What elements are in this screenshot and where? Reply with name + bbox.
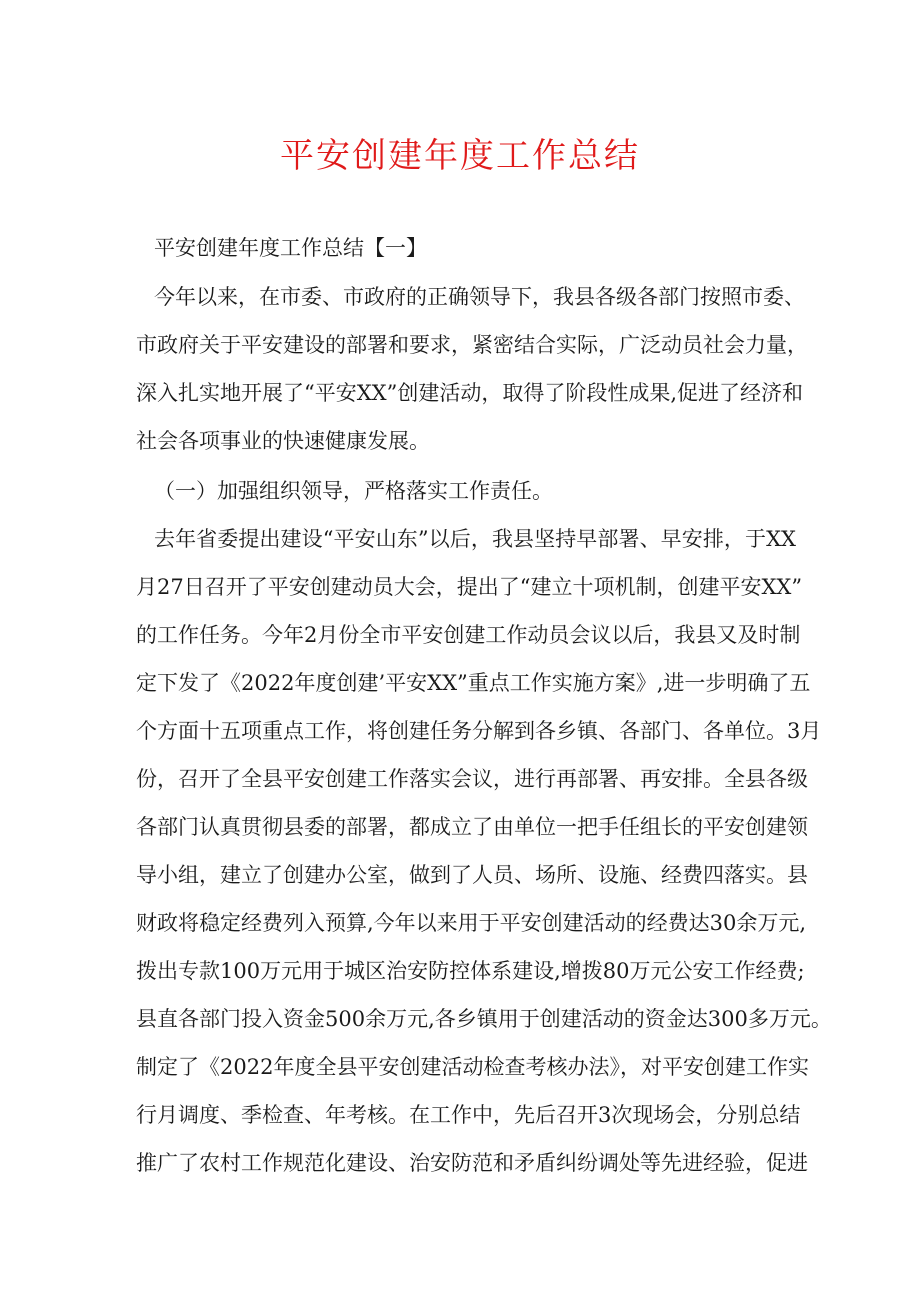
paragraph-line: 今年以来，在市委、市政府的正确领导下，我县各级各部门按照市委、	[154, 285, 805, 309]
paragraph-line: 制定了《2022年度全县平安创建活动检查考核办法》，对平安创建工作实	[136, 1055, 809, 1079]
paragraph-line: 市政府关于平安建设的部署和要求，紧密结合实际，广泛动员社会力量，	[136, 333, 808, 357]
paragraph-line: 份，召开了全县平安创建工作落实会议，进行再部署、再安排。全县各级	[136, 767, 808, 791]
paragraph-line: 导小组，建立了创建办公室，做到了人员、场所、设施、经费四落实。县	[136, 863, 808, 887]
paragraph-line: 县直各部门投入资金500余万元,各乡镇用于创建活动的资金达300多万元。	[136, 1007, 832, 1031]
paragraph-line: 定下发了《2022年度创建’平安XX”重点工作实施方案》,进一步明确了五	[136, 671, 811, 695]
section-heading: 平安创建年度工作总结【一】	[154, 236, 427, 260]
paragraph-line: 深入扎实地开展了“平安XX”创建活动，取得了阶段性成果,促进了经济和	[136, 381, 804, 405]
paragraph-line: 去年省委提出建设“平安山东”以后，我县坚持早部署、早安排，于XX	[154, 527, 796, 551]
paragraph-line: 推广了农村工作规范化建设、治安防范和矛盾纠纷调处等先进经验，促进	[136, 1151, 808, 1175]
paragraph-line: 的工作任务。今年2月份全市平安创建工作动员会议以后，我县又及时制	[136, 623, 801, 647]
subsection-heading: （一）加强组织领导，严格落实工作责任。	[154, 479, 553, 503]
paragraph-line: 财政将稳定经费列入预算,今年以来用于平安创建活动的经费达30余万元,	[136, 911, 807, 935]
paragraph-line: 拨出专款100万元用于城区治安防控体系建设,增拨80万元公安工作经费;	[136, 959, 805, 983]
paragraph-line: 行月调度、季检查、年考核。在工作中，先后召开3次现场会，分别总结	[136, 1103, 801, 1127]
paragraph-line: 各部门认真贯彻县委的部署，都成立了由单位一把手任组长的平安创建领	[136, 815, 808, 839]
paragraph-line: 个方面十五项重点工作，将创建任务分解到各乡镇、各部门、各单位。3月	[136, 719, 822, 743]
paragraph-line: 社会各项事业的快速健康发展。	[136, 429, 430, 453]
document-title: 平安创建年度工作总结	[280, 136, 640, 176]
paragraph-line: 月27日召开了平安创建动员大会，提出了“建立十项机制，创建平安XX”	[136, 575, 803, 599]
